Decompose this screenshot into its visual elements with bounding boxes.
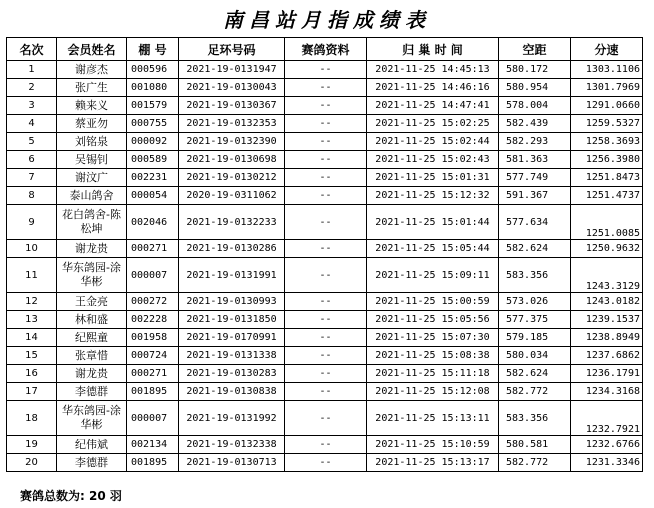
table-row [7,240,643,258]
cell-ring-number: 2021-19-0132390 [179,133,285,151]
table-row [7,61,643,79]
cell-ring-number: 2021-19-0132233 [179,205,285,240]
cell-loft-number: 000755 [127,115,179,133]
cell-distance: 579.185 [499,329,571,347]
cell-distance: 591.367 [499,187,571,205]
cell-arrival-time: 2021-11-25 15:13:11 [367,401,499,436]
cell-ring-number: 2021-19-0130993 [179,293,285,311]
cell-member-name: 谢汶广 [57,169,127,187]
cell-loft-number: 002228 [127,311,179,329]
cell-ring-number: 2021-19-0130698 [179,151,285,169]
cell-ring-number: 2021-19-0132353 [179,115,285,133]
cell-speed: 1238.8949 [571,329,643,347]
cell-rank: 18 [7,401,57,436]
cell-distance: 577.749 [499,169,571,187]
cell-rank: 15 [7,347,57,365]
cell-rank: 2 [7,79,57,97]
cell-pigeon-info: -- [285,383,367,401]
header-distance: 空距 [499,38,571,61]
cell-pigeon-info: -- [285,115,367,133]
cell-rank: 14 [7,329,57,347]
table-row [7,258,643,293]
header-arrival-time: 归 巢 时 间 [367,38,499,61]
cell-pigeon-info: -- [285,329,367,347]
cell-speed: 1243.0182 [571,293,643,311]
cell-loft-number: 000271 [127,240,179,258]
cell-ring-number: 2021-19-0170991 [179,329,285,347]
cell-speed: 1231.3346 [571,454,643,472]
cell-loft-number: 000596 [127,61,179,79]
cell-arrival-time: 2021-11-25 14:47:41 [367,97,499,115]
cell-distance: 582.624 [499,240,571,258]
cell-distance: 577.634 [499,205,571,240]
cell-ring-number: 2021-19-0130043 [179,79,285,97]
cell-ring-number: 2021-19-0130838 [179,383,285,401]
cell-ring-number: 2021-19-0130713 [179,454,285,472]
cell-distance: 582.293 [499,133,571,151]
cell-speed: 1256.3980 [571,151,643,169]
cell-arrival-time: 2021-11-25 15:02:43 [367,151,499,169]
cell-pigeon-info: -- [285,258,367,293]
cell-arrival-time: 2021-11-25 14:46:16 [367,79,499,97]
cell-rank: 5 [7,133,57,151]
header-member-name: 会员姓名 [57,38,127,61]
cell-member-name: 刘铭泉 [57,133,127,151]
cell-speed: 1251.0085 [571,205,643,240]
cell-pigeon-info: -- [285,79,367,97]
cell-speed: 1251.8473 [571,169,643,187]
cell-ring-number: 2021-19-0130212 [179,169,285,187]
table-row [7,365,643,383]
cell-loft-number: 000054 [127,187,179,205]
cell-member-name: 泰山鸽舍 [57,187,127,205]
cell-loft-number: 002046 [127,205,179,240]
cell-loft-number: 000092 [127,133,179,151]
cell-rank: 20 [7,454,57,472]
cell-distance: 573.026 [499,293,571,311]
cell-arrival-time: 2021-11-25 15:01:44 [367,205,499,240]
cell-arrival-time: 2021-11-25 15:13:17 [367,454,499,472]
cell-pigeon-info: -- [285,293,367,311]
cell-distance: 582.624 [499,365,571,383]
cell-ring-number: 2021-19-0131992 [179,401,285,436]
cell-ring-number: 2021-19-0131850 [179,311,285,329]
cell-speed: 1232.6766 [571,436,643,454]
cell-rank: 9 [7,205,57,240]
cell-member-name: 李德群 [57,454,127,472]
cell-member-name: 张广生 [57,79,127,97]
cell-distance: 583.356 [499,401,571,436]
total-count: 赛鸽总数为: 20 羽 [20,489,122,503]
header-loft-number: 棚 号 [127,38,179,61]
cell-distance: 582.772 [499,383,571,401]
cell-ring-number: 2021-19-0132338 [179,436,285,454]
cell-rank: 3 [7,97,57,115]
cell-speed: 1301.7969 [571,79,643,97]
cell-loft-number: 000007 [127,401,179,436]
cell-rank: 12 [7,293,57,311]
cell-loft-number: 001579 [127,97,179,115]
cell-member-name: 谢龙贵 [57,240,127,258]
cell-rank: 19 [7,436,57,454]
cell-loft-number: 002134 [127,436,179,454]
cell-speed: 1259.5327 [571,115,643,133]
cell-pigeon-info: -- [285,133,367,151]
cell-pigeon-info: -- [285,401,367,436]
table-row [7,293,643,311]
cell-pigeon-info: -- [285,311,367,329]
cell-member-name: 吴锡钊 [57,151,127,169]
cell-ring-number: 2021-19-0130283 [179,365,285,383]
cell-rank: 13 [7,311,57,329]
cell-speed: 1239.1537 [571,311,643,329]
page-title: 南昌站月指成绩表 [223,8,431,32]
cell-loft-number: 002231 [127,169,179,187]
cell-pigeon-info: -- [285,240,367,258]
cell-distance: 580.581 [499,436,571,454]
cell-arrival-time: 2021-11-25 15:01:31 [367,169,499,187]
cell-arrival-time: 2021-11-25 15:12:08 [367,383,499,401]
table-row [7,169,643,187]
cell-rank: 8 [7,187,57,205]
cell-member-name: 李德群 [57,383,127,401]
cell-rank: 16 [7,365,57,383]
cell-ring-number: 2021-19-0130286 [179,240,285,258]
cell-arrival-time: 2021-11-25 15:08:38 [367,347,499,365]
cell-arrival-time: 2021-11-25 15:02:25 [367,115,499,133]
cell-arrival-time: 2021-11-25 15:09:11 [367,258,499,293]
cell-distance: 580.034 [499,347,571,365]
cell-distance: 582.439 [499,115,571,133]
cell-distance: 580.172 [499,61,571,79]
cell-member-name: 蔡亚勿 [57,115,127,133]
cell-loft-number: 000272 [127,293,179,311]
header-ring-number: 足环号码 [179,38,285,61]
table-row [7,454,643,472]
cell-pigeon-info: -- [285,347,367,365]
cell-pigeon-info: -- [285,454,367,472]
cell-loft-number: 000271 [127,365,179,383]
table-row [7,347,643,365]
table-row [7,79,643,97]
cell-arrival-time: 2021-11-25 15:05:44 [367,240,499,258]
cell-ring-number: 2021-19-0131338 [179,347,285,365]
table-row [7,311,643,329]
cell-speed: 1250.9632 [571,240,643,258]
table-row [7,436,643,454]
cell-arrival-time: 2021-11-25 14:45:13 [367,61,499,79]
cell-speed: 1236.1791 [571,365,643,383]
cell-arrival-time: 2021-11-25 15:11:18 [367,365,499,383]
cell-member-name: 林和盛 [57,311,127,329]
cell-speed: 1303.1106 [571,61,643,79]
cell-pigeon-info: -- [285,97,367,115]
cell-member-name: 谢彦杰 [57,61,127,79]
cell-pigeon-info: -- [285,205,367,240]
cell-member-name: 华东鸽园-涂华彬 [57,401,127,436]
cell-distance: 580.954 [499,79,571,97]
cell-rank: 4 [7,115,57,133]
cell-distance: 582.772 [499,454,571,472]
cell-member-name: 张章惜 [57,347,127,365]
table-row [7,115,643,133]
cell-loft-number: 001895 [127,383,179,401]
cell-pigeon-info: -- [285,169,367,187]
table-row [7,97,643,115]
cell-loft-number: 001895 [127,454,179,472]
header-pigeon-info: 赛鸽资料 [285,38,367,61]
cell-member-name: 华东鸽园-涂华彬 [57,258,127,293]
cell-pigeon-info: -- [285,151,367,169]
table-row [7,329,643,347]
cell-loft-number: 000007 [127,258,179,293]
cell-member-name: 王金亮 [57,293,127,311]
table-row [7,151,643,169]
table-row [7,401,643,436]
cell-arrival-time: 2021-11-25 15:05:56 [367,311,499,329]
cell-rank: 1 [7,61,57,79]
cell-arrival-time: 2021-11-25 15:10:59 [367,436,499,454]
cell-distance: 583.356 [499,258,571,293]
cell-speed: 1232.7921 [571,401,643,436]
cell-member-name: 谢龙贵 [57,365,127,383]
cell-distance: 577.375 [499,311,571,329]
table-row [7,205,643,240]
table-row [7,187,643,205]
cell-rank: 7 [7,169,57,187]
cell-rank: 6 [7,151,57,169]
cell-rank: 10 [7,240,57,258]
cell-ring-number: 2021-19-0131947 [179,61,285,79]
cell-loft-number: 000724 [127,347,179,365]
cell-speed: 1258.3693 [571,133,643,151]
cell-distance: 581.363 [499,151,571,169]
cell-member-name: 纪伟斌 [57,436,127,454]
header-row [7,38,643,61]
cell-loft-number: 001958 [127,329,179,347]
cell-speed: 1291.0660 [571,97,643,115]
cell-pigeon-info: -- [285,61,367,79]
results-table [6,37,643,472]
table-body [7,61,643,472]
cell-pigeon-info: -- [285,187,367,205]
cell-member-name: 赖来义 [57,97,127,115]
table-row [7,133,643,151]
cell-ring-number: 2021-19-0130367 [179,97,285,115]
cell-pigeon-info: -- [285,365,367,383]
header-rank: 名次 [7,38,57,61]
cell-speed: 1237.6862 [571,347,643,365]
cell-member-name: 纪熙童 [57,329,127,347]
cell-member-name: 花白鸽舍-陈松坤 [57,205,127,240]
cell-speed: 1243.3129 [571,258,643,293]
cell-ring-number: 2020-19-0311062 [179,187,285,205]
cell-ring-number: 2021-19-0131991 [179,258,285,293]
cell-arrival-time: 2021-11-25 15:02:44 [367,133,499,151]
header-speed: 分速 [571,38,643,61]
cell-distance: 578.004 [499,97,571,115]
cell-pigeon-info: -- [285,436,367,454]
cell-arrival-time: 2021-11-25 15:00:59 [367,293,499,311]
table-row [7,383,643,401]
cell-speed: 1234.3168 [571,383,643,401]
cell-speed: 1251.4737 [571,187,643,205]
cell-loft-number: 001080 [127,79,179,97]
cell-loft-number: 000589 [127,151,179,169]
cell-rank: 17 [7,383,57,401]
cell-arrival-time: 2021-11-25 15:07:30 [367,329,499,347]
cell-arrival-time: 2021-11-25 15:12:32 [367,187,499,205]
cell-rank: 11 [7,258,57,293]
